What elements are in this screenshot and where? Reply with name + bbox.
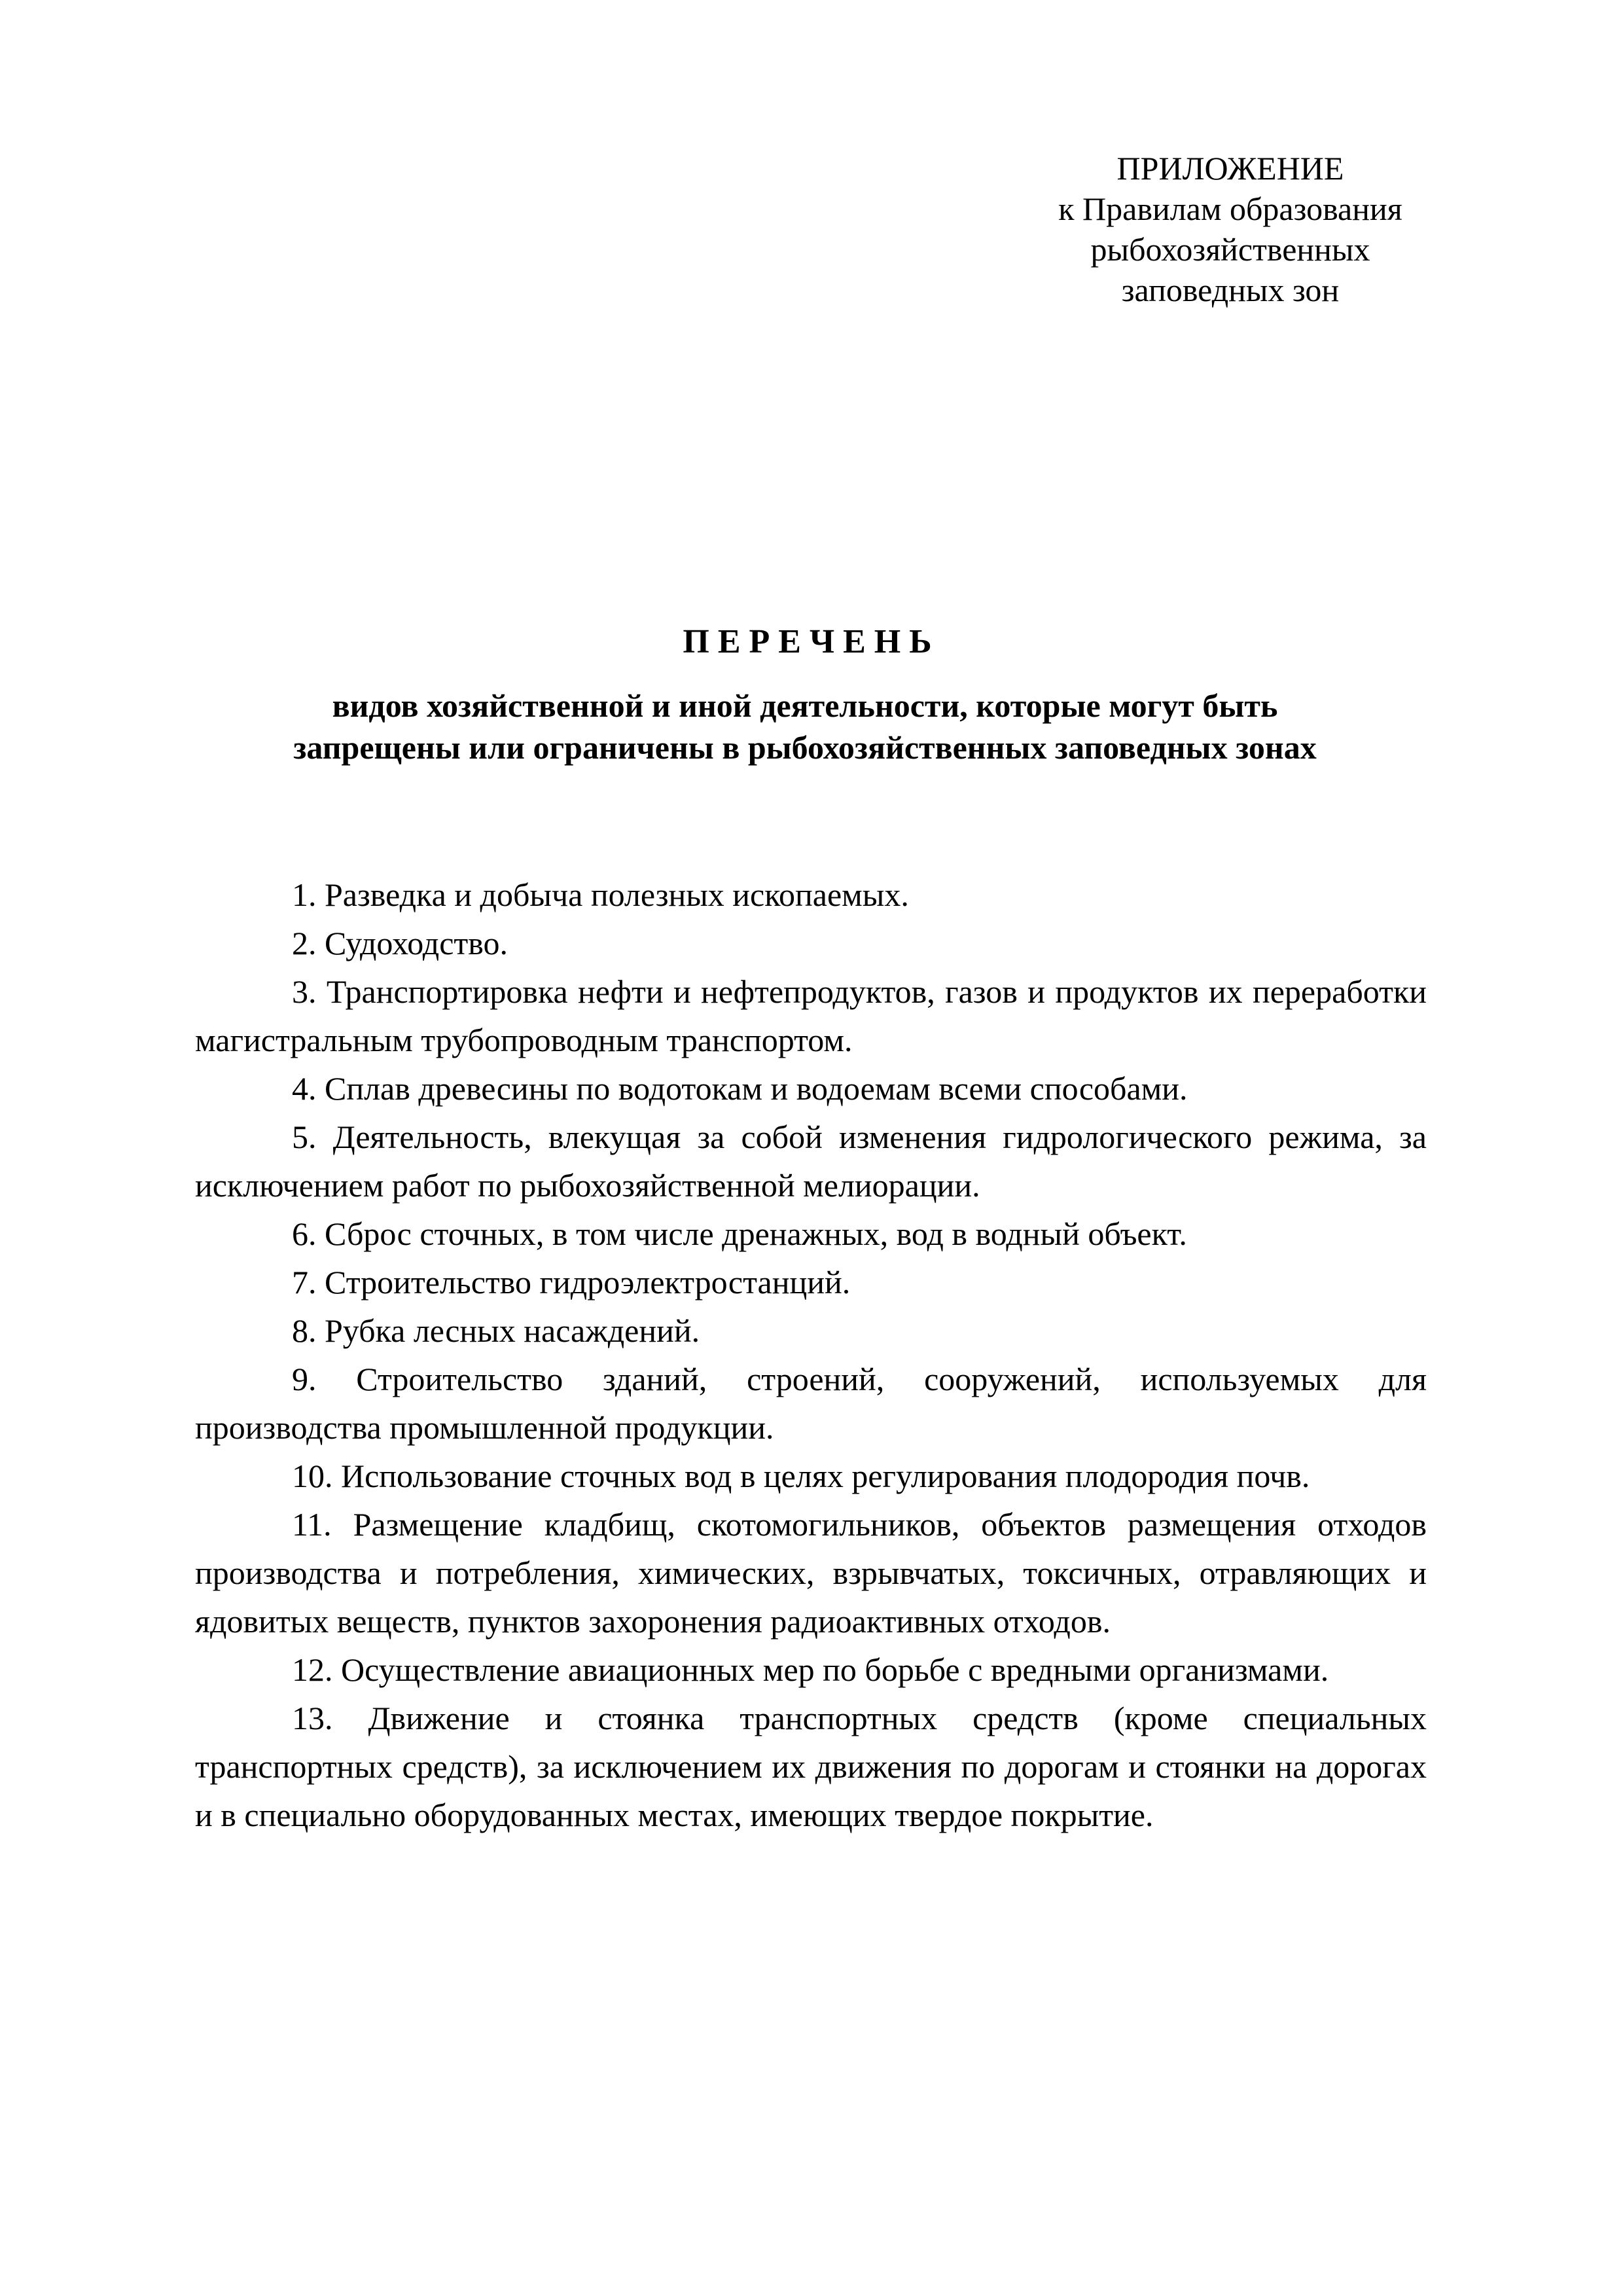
- list-item: 5. Деятельность, влекущая за собой изменения гидрологического режима, за исключением работ по рыбохозяйственной мелиорации.: [195, 1119, 1427, 1204]
- appendix-block: [969, 148, 1492, 310]
- document-subtitle: [183, 685, 1427, 768]
- document-title: ПЕРЕЧЕНЬ: [683, 623, 940, 660]
- activity-list: [195, 870, 1427, 1839]
- list-item: 6. Сброс сточных, в том числе дренажных, вод в водный объект.: [292, 1215, 1187, 1252]
- list-item: 9. Строительство зданий, строений, сооружений, используемых для производства промышленной продукции.: [195, 1361, 1427, 1446]
- subtitle-line: видов хозяйственной и иной деятельности, которые могут быть: [332, 687, 1278, 724]
- list-item: 13. Движение и стоянка транспортных средств (кроме специальных транспортных средств), за исключением их движения по дорогам и стоянки на дорогах и в специально оборудованных местах, имеющих твердое покрытие.: [195, 1700, 1427, 1833]
- appendix-line: рыбохозяйственных: [1090, 231, 1370, 268]
- subtitle-line: запрещены или ограничены в рыбохозяйственных заповедных зонах: [293, 729, 1317, 766]
- list-item: 4. Сплав древесины по водотокам и водоемам всеми способами.: [292, 1070, 1188, 1107]
- list-item: 1. Разведка и добыча полезных ископаемых.: [292, 876, 909, 913]
- list-item: 11. Размещение кладбищ, скотомогильников, объектов размещения отходов производства и потребления, химических, взрывчатых, токсичных, отравляющих и ядовитых веществ, пунктов захоронения радиоактивных отходов.: [195, 1506, 1427, 1640]
- list-item: 10. Использование сточных вод в целях регулирования плодородия почв.: [292, 1458, 1310, 1494]
- list-item: 3. Транспортировка нефти и нефтепродуктов, газов и продуктов их переработки магистральным трубопроводным транспортом.: [195, 973, 1427, 1058]
- appendix-title: ПРИЛОЖЕНИЕ: [1116, 150, 1344, 187]
- appendix-line: к Правилам образования: [1058, 190, 1402, 227]
- list-item: 7. Строительство гидроэлектростанций.: [292, 1264, 851, 1300]
- list-item: 8. Рубка лесных насаждений.: [292, 1312, 700, 1349]
- list-item: 2. Судоходство.: [292, 925, 508, 961]
- appendix-line: заповедных зон: [1121, 272, 1340, 308]
- list-item: 12. Осуществление авиационных мер по борьбе с вредными организмами.: [292, 1651, 1329, 1688]
